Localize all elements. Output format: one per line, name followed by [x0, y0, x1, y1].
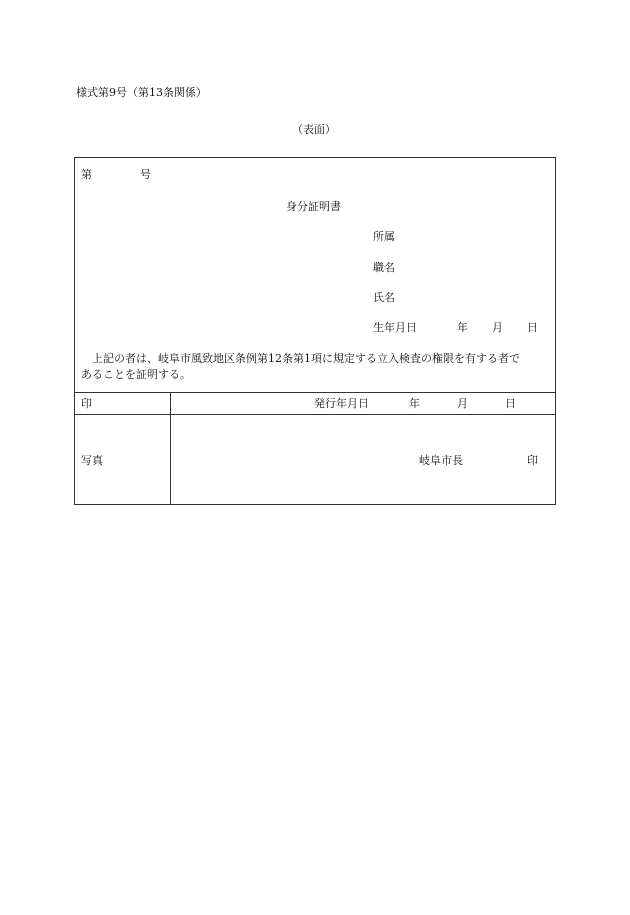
birth-date-label: 生年月日: [373, 321, 417, 334]
card-title: 身分証明書: [286, 200, 341, 213]
statement-line-1: 上記の者は、岐阜市風致地区条例第12条第1項に規定する立入検査の権限を有する者で: [92, 352, 520, 365]
affiliation-label: 所属: [373, 230, 395, 243]
issue-year-label: 年: [409, 397, 420, 410]
issue-day-label: 日: [505, 397, 516, 410]
seal-label: 印: [81, 397, 92, 410]
birth-year-label: 年: [457, 321, 468, 334]
issuer-label: 岐阜市長: [419, 454, 463, 467]
divider-vertical: [170, 392, 171, 505]
birth-day-label: 日: [527, 321, 538, 334]
photo-label: 写真: [81, 454, 103, 467]
number-suffix: 号: [140, 168, 151, 181]
number-prefix: 第: [81, 168, 92, 181]
divider-upper: [74, 392, 556, 393]
statement-line-2: あることを証明する。: [81, 368, 191, 381]
name-label: 氏名: [373, 291, 395, 304]
issue-date-label: 発行年月日: [314, 397, 369, 410]
form-number: 様式第9号（第13条関係）: [76, 86, 207, 99]
issue-month-label: 月: [457, 397, 468, 410]
issuer-seal-label: 印: [527, 454, 538, 467]
position-label: 職名: [373, 261, 395, 274]
birth-month-label: 月: [492, 321, 503, 334]
side-label: （表面）: [292, 123, 336, 136]
divider-lower: [74, 414, 556, 415]
